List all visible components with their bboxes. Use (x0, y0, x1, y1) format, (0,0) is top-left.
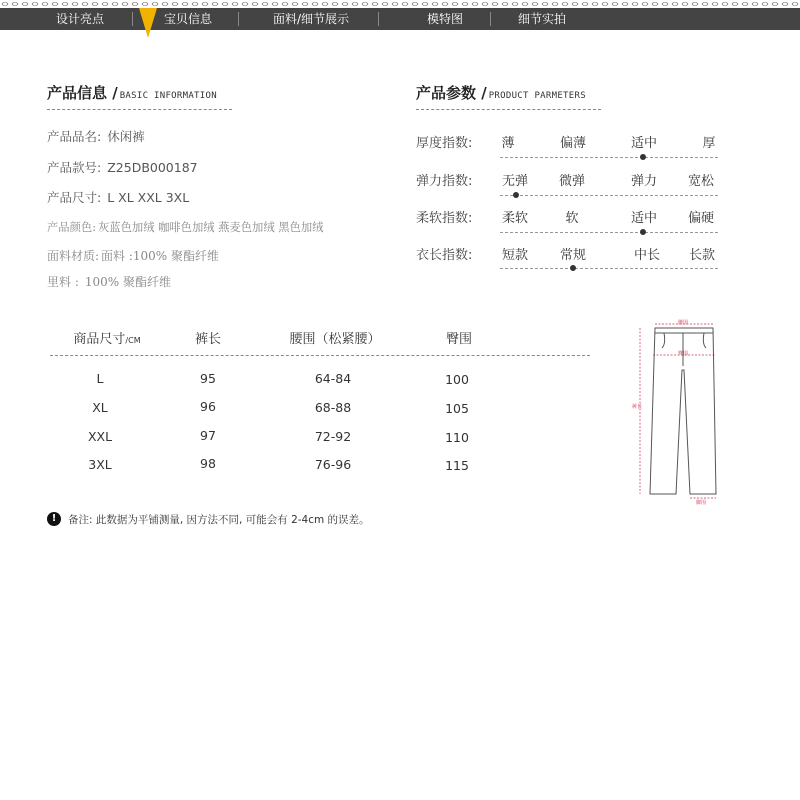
table-cell: 96 (200, 399, 216, 414)
product-params-title-text: 产品参数 / (416, 84, 487, 102)
info-row-sizes: 产品尺寸: L XL XXL 3XL (47, 190, 190, 205)
info-row-material: 面料材质: 面料 :100% 聚酯纤维 (47, 249, 220, 263)
table-cell: 64-84 (314, 371, 352, 386)
size-table-header-length: 裤长 (194, 332, 222, 347)
table-cell: 68-88 (314, 400, 352, 415)
table-cell: XXL (87, 429, 113, 444)
diagram-label-length: 裤长 (632, 404, 643, 410)
param-label-elasticity: 弹力指数: (416, 174, 473, 189)
param-label-length: 衣长指数: (416, 248, 473, 263)
nav-divider (490, 12, 491, 26)
table-cell: 95 (200, 371, 216, 386)
table-cell: XL (92, 400, 108, 415)
table-cell: 110 (445, 430, 469, 445)
product-params-title (416, 82, 586, 103)
param-selected-marker (570, 265, 576, 271)
param-label-thickness: 厚度指数: (416, 136, 473, 151)
pocket-left (662, 333, 665, 348)
product-info-title (47, 82, 217, 103)
nav-divider (238, 12, 239, 26)
param-option: 中长 (633, 248, 661, 263)
tab-product-info[interactable]: 宝贝信息 (164, 12, 213, 26)
param-option: 适中 (630, 211, 658, 226)
table-cell: 3XL (88, 457, 112, 472)
param-option: 厚 (702, 136, 716, 151)
param-option: 弹力 (630, 174, 658, 189)
table-cell: 115 (445, 458, 469, 473)
param-option: 适中 (630, 136, 658, 151)
param-option: 短款 (501, 248, 529, 263)
param-option: 无弹 (501, 174, 529, 189)
table-cell: 97 (200, 428, 216, 443)
param-scale-track (500, 157, 718, 158)
warning-icon: ! (47, 512, 61, 526)
pocket-right (703, 333, 706, 348)
decorative-chain-border (0, 0, 800, 8)
table-divider (50, 355, 590, 356)
param-option: 长款 (688, 248, 716, 263)
size-table-header-size: 商品尺寸/CM (73, 332, 141, 347)
info-row-sku: 产品款号: Z25DB000187 (47, 160, 198, 175)
info-row-colors: 产品颜色: 灰蓝色加绒 咖啡色加绒 燕麦色加绒 黑色加绒 (47, 221, 324, 234)
tab-model-photos[interactable]: 模特图 (427, 12, 464, 26)
param-option: 薄 (501, 136, 515, 151)
param-option: 宽松 (687, 174, 715, 189)
param-option: 偏硬 (687, 211, 715, 226)
diagram-label-hem: 脚围 (696, 500, 707, 506)
top-nav-bar (0, 8, 800, 30)
table-cell: 105 (445, 401, 469, 416)
diagram-label-hip: 臀围 (678, 351, 689, 357)
tab-fabric-details[interactable]: 面料/细节展示 (273, 12, 350, 26)
size-table-header-hip: 臀围 (445, 332, 473, 347)
param-scale-track (500, 268, 718, 269)
size-table-header-waist: 腰围（松紧腰） (289, 332, 381, 347)
product-params-subtitle: PRODUCT PARMETERS (488, 91, 586, 101)
nav-divider (132, 12, 133, 26)
tab-real-shots[interactable]: 细节实拍 (518, 12, 567, 26)
param-scale-track (500, 195, 718, 196)
param-selected-marker (640, 154, 646, 160)
tab-design-highlights[interactable]: 设计亮点 (56, 12, 105, 26)
table-cell: 98 (200, 456, 216, 471)
table-cell: L (96, 371, 104, 386)
nav-divider (378, 12, 379, 26)
divider (47, 109, 232, 110)
info-row-lining: 里料 : 100% 聚酯纤维 (47, 275, 171, 289)
table-cell: 100 (445, 372, 469, 387)
param-option: 软 (565, 211, 579, 226)
pants-measurement-diagram (628, 318, 738, 510)
diagram-label-waist: 腰围 (678, 320, 689, 326)
table-cell: 72-92 (314, 429, 352, 444)
param-selected-marker (640, 229, 646, 235)
info-row-name: 产品品名: 休闲裤 (47, 129, 145, 144)
product-info-title-text: 产品信息 / (47, 84, 118, 102)
param-option: 常规 (559, 248, 587, 263)
product-info-subtitle: BASIC INFORMATION (119, 91, 217, 101)
param-scale-track (500, 232, 718, 233)
table-cell: 76-96 (314, 457, 352, 472)
param-option: 偏薄 (559, 136, 587, 151)
param-label-softness: 柔软指数: (416, 211, 473, 226)
active-tab-marker-icon (139, 8, 157, 38)
param-option: 微弹 (558, 174, 586, 189)
param-selected-marker (513, 192, 519, 198)
param-option: 柔软 (501, 211, 529, 226)
measurement-note: 备注: 此数据为平铺测量, 因方法不同, 可能会有 2-4cm 的误差。 (68, 514, 370, 526)
divider (416, 109, 601, 110)
